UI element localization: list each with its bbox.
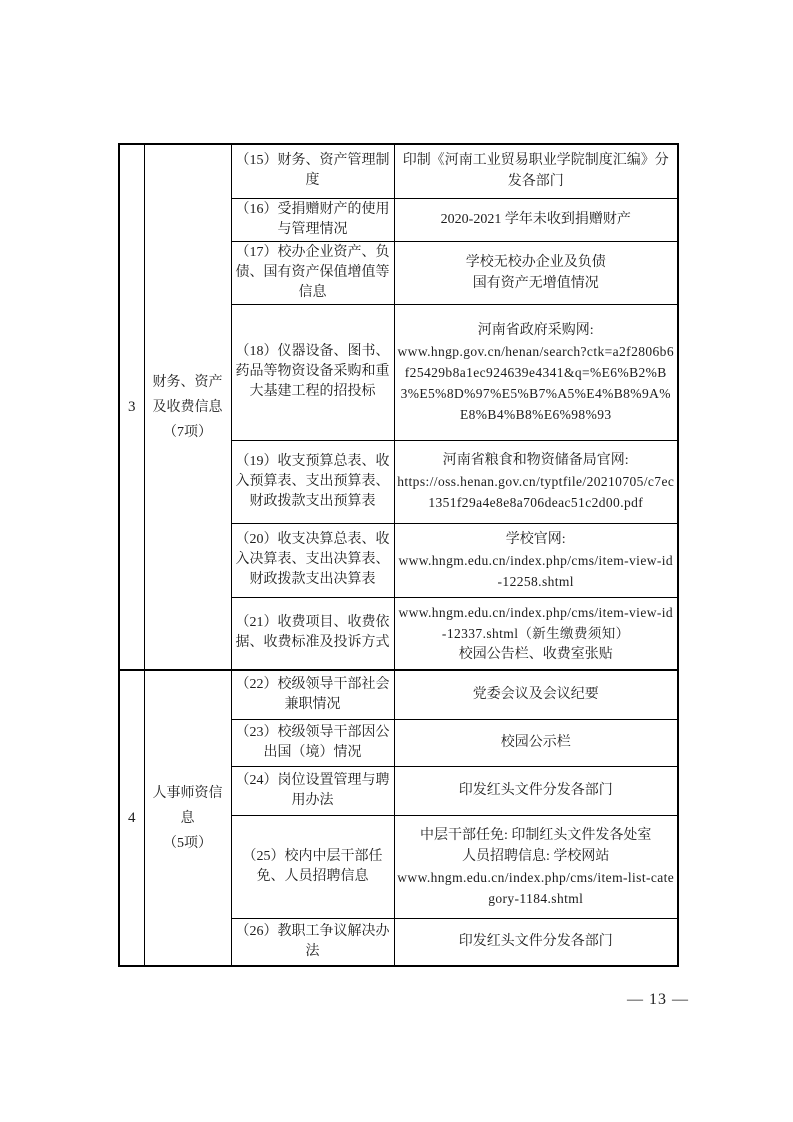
content-cell	[394, 304, 678, 440]
item-cell: （15）财务、资产管理制度	[231, 144, 394, 198]
content-line: 2020-2021 学年未收到捐赠财产	[440, 212, 631, 227]
content-line: 学校无校办企业及负债	[465, 254, 606, 270]
item-cell: （24）岗位设置管理与聘用办法	[231, 766, 394, 815]
content-cell	[394, 719, 678, 766]
content-cell	[394, 440, 678, 523]
row-number-cell: 3	[119, 144, 144, 670]
content-line: 校园公告栏、收费室张贴	[458, 646, 613, 662]
content-cell	[394, 670, 678, 719]
content-line: 印发红头文件分发各部门	[458, 783, 613, 798]
content-line: 印制《河南工业贸易职业学院制度汇编》分发各部门	[402, 153, 669, 190]
category-name: 财务、资产及收费信息	[152, 374, 223, 415]
item-cell: （20）收支决算总表、收入决算表、支出决算表、财政拨款支出决算表	[231, 523, 394, 597]
content-line: https://oss.henan.gov.cn/typtfile/20210705/c7ec1351f29a4e8e8a706deac51c2d00.pdf	[397, 474, 675, 510]
item-cell: （26）教职工争议解决办法	[231, 918, 394, 966]
content-cell	[394, 198, 678, 241]
content-line: www.hngm.edu.cn/index.php/cms/item-list-category-1184.shtml	[397, 869, 675, 906]
content-cell	[394, 597, 678, 670]
content-line: 河南省政府采购网:	[477, 322, 594, 338]
content-line: 国有资产无增值情况	[472, 275, 599, 291]
content-line: 河南省粮食和物资储备局官网:	[442, 453, 629, 468]
content-line: 校园公示栏	[500, 735, 571, 750]
item-cell: （22）校级领导干部社会兼职情况	[231, 670, 394, 719]
content-cell	[394, 241, 678, 304]
information-disclosure-table	[118, 143, 679, 967]
content-line: 印发红头文件分发各部门	[458, 934, 613, 950]
category-count: （7项）	[163, 424, 212, 440]
content-cell	[394, 144, 678, 198]
content-line: www.hngm.edu.cn/index.php/cms/item-view-id-12258.shtml	[398, 552, 674, 589]
item-cell: （18）仪器设备、图书、药品等物资设备采购和重大基建工程的招投标	[231, 304, 394, 440]
page-number: — 13 —	[627, 991, 689, 1008]
item-cell: （17）校办企业资产、负债、国有资产保值增值等信息	[231, 241, 394, 304]
item-cell: （19）收支预算总表、收入预算表、支出预算表、财政拨款支出预算表	[231, 440, 394, 523]
content-cell	[394, 815, 678, 918]
table-body	[119, 144, 678, 966]
table-row	[119, 144, 678, 198]
content-line: 学校官网:	[505, 531, 566, 547]
content-cell	[394, 523, 678, 597]
category-name: 人事师资信息	[152, 785, 223, 826]
table-row	[119, 670, 678, 719]
content-line: 中层干部任免: 印制红头文件发各处室	[420, 827, 652, 843]
category-cell	[144, 144, 231, 670]
category-count: （5项）	[163, 835, 212, 851]
content-line: www.hngm.edu.cn/index.php/cms/item-view-id-12337.shtml（新生缴费须知）	[398, 604, 674, 641]
row-number-cell: 4	[119, 670, 144, 966]
content-cell	[394, 766, 678, 815]
item-cell: （23）校级领导干部因公出国（境）情况	[231, 719, 394, 766]
content-line: 人员招聘信息: 学校网站	[462, 848, 610, 864]
item-cell: （16）受捐赠财产的使用与管理情况	[231, 198, 394, 241]
content-line: www.hngp.gov.cn/henan/search?ctk=a2f2806b6f25429b8a1ec924639e4341&q=%E6%B2%B3%E5%8D%97%E5%B7%A5%E4%B8%9A%E8%B4%B8%E6%98%93	[397, 343, 674, 422]
content-line: 党委会议及会议纪要	[472, 687, 599, 703]
category-cell	[144, 670, 231, 966]
item-cell: （25）校内中层干部任免、人员招聘信息	[231, 815, 394, 918]
content-cell	[394, 918, 678, 966]
item-cell: （21）收费项目、收费依据、收费标准及投诉方式	[231, 597, 394, 670]
